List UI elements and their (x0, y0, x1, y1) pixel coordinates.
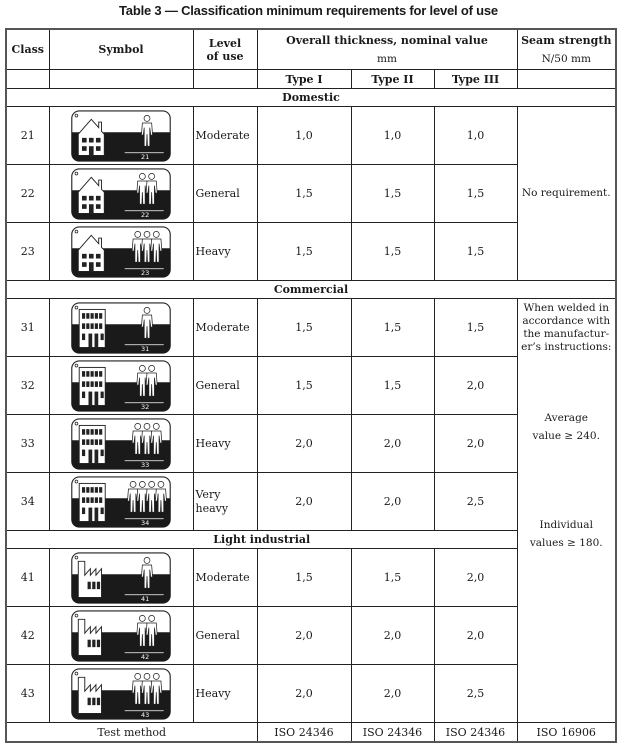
header-seam-unit: N/50 mm (541, 53, 591, 65)
header-type1: Type I (257, 70, 351, 89)
svg-text:43: 43 (141, 710, 150, 719)
type3-cell: 2,0 (434, 415, 517, 473)
svg-text:23: 23 (141, 268, 150, 277)
seam-no-requirement: No requirement. (517, 107, 616, 281)
symbol-cell (49, 357, 193, 415)
type3-cell: 1,5 (434, 299, 517, 357)
level-label: Heavy (195, 686, 231, 700)
level-cell (193, 357, 257, 415)
subheader-empty (193, 70, 257, 89)
type1-cell: 2,0 (257, 665, 351, 723)
type3-cell: 1,0 (434, 107, 517, 165)
level-cell (193, 473, 257, 531)
factory-people-symbol-icon (50, 610, 193, 662)
level-label: Heavy (195, 436, 231, 450)
header-level (193, 29, 257, 70)
house-people-symbol-icon (50, 168, 193, 220)
level-label: General (195, 628, 240, 642)
header-level-label: Level of use (206, 36, 244, 63)
header-symbol: Symbol (49, 29, 193, 70)
level-cell (193, 165, 257, 223)
level-label: Moderate (195, 128, 250, 142)
symbol-cell (49, 607, 193, 665)
footer-row (6, 723, 616, 743)
header-thickness (257, 29, 517, 70)
svg-text:34: 34 (141, 518, 150, 527)
type3-cell: 2,0 (434, 607, 517, 665)
svg-text:32: 32 (141, 402, 150, 411)
type3-cell: 2,0 (434, 549, 517, 607)
table-row (6, 107, 616, 165)
type2-cell: 1,5 (351, 357, 434, 415)
group-label: Commercial (6, 281, 616, 299)
header-thickness-unit: mm (377, 53, 397, 65)
svg-text:33: 33 (141, 460, 150, 469)
subheader-empty (49, 70, 193, 89)
svg-text:41: 41 (141, 594, 150, 603)
group-label: Domestic (6, 89, 616, 107)
class-cell: 41 (6, 549, 49, 607)
class-cell: 34 (6, 473, 49, 531)
subheader-row (6, 70, 616, 89)
level-cell (193, 223, 257, 281)
header-row (6, 29, 616, 70)
house-people-symbol-icon (50, 226, 193, 278)
seam-individual-label: Individual (539, 519, 593, 531)
type3-cell: 2,5 (434, 473, 517, 531)
footer-label: Test method (6, 723, 257, 743)
footer-type2: ISO 24346 (351, 723, 434, 743)
type1-cell: 1,5 (257, 357, 351, 415)
footer-type1: ISO 24346 (257, 723, 351, 743)
type2-cell: 1,5 (351, 549, 434, 607)
table-body (6, 89, 616, 723)
class-cell: 31 (6, 299, 49, 357)
header-type3: Type III (434, 70, 517, 89)
class-cell: 33 (6, 415, 49, 473)
footer-seam: ISO 16906 (517, 723, 616, 743)
level-cell (193, 665, 257, 723)
type2-cell: 2,0 (351, 665, 434, 723)
seam-average-label: Average (544, 412, 589, 424)
type3-cell: 1,5 (434, 223, 517, 281)
header-seam-label: Seam strength (521, 34, 612, 47)
type1-cell: 1,5 (257, 549, 351, 607)
seam-individual-value: values ≥ 180. (529, 537, 603, 549)
level-label: Moderate (195, 320, 250, 334)
level-cell (193, 415, 257, 473)
factory-people-symbol-icon (50, 552, 193, 604)
seam-intro: When welded in accordance with the manufactur-er’s instructions: (521, 302, 612, 353)
symbol-cell (49, 665, 193, 723)
subheader-empty (517, 70, 616, 89)
factory-people-symbol-icon (50, 668, 193, 720)
symbol-cell (49, 165, 193, 223)
level-label: Heavy (195, 244, 231, 258)
subheader-empty (6, 70, 49, 89)
seam-average-value: value ≥ 240. (532, 430, 600, 442)
type2-cell: 2,0 (351, 607, 434, 665)
type1-cell: 1,5 (257, 299, 351, 357)
header-type2: Type II (351, 70, 434, 89)
footer-type3: ISO 24346 (434, 723, 517, 743)
type3-cell: 1,5 (434, 165, 517, 223)
house-people-symbol-icon (50, 110, 193, 162)
symbol-cell (49, 549, 193, 607)
office-people-symbol-icon (50, 476, 193, 528)
class-cell: 32 (6, 357, 49, 415)
svg-text:21: 21 (141, 152, 150, 161)
level-label: Very heavy (195, 487, 229, 515)
type2-cell: 1,5 (351, 223, 434, 281)
type1-cell: 1,5 (257, 223, 351, 281)
symbol-cell (49, 473, 193, 531)
type1-cell: 2,0 (257, 473, 351, 531)
header-thickness-label: Overall thickness, nominal value (286, 34, 488, 47)
level-label: Moderate (195, 570, 250, 584)
type2-cell: 1,0 (351, 107, 434, 165)
svg-text:22: 22 (141, 210, 150, 219)
level-cell (193, 299, 257, 357)
type2-cell: 2,0 (351, 473, 434, 531)
office-people-symbol-icon (50, 360, 193, 412)
table-title: Table 3 — Classification minimum requirements for level of use (119, 3, 498, 18)
level-label: General (195, 378, 240, 392)
symbol-cell (49, 223, 193, 281)
header-seam (517, 29, 616, 70)
office-people-symbol-icon (50, 418, 193, 470)
level-label: General (195, 186, 240, 200)
header-class: Class (6, 29, 49, 70)
symbol-cell (49, 107, 193, 165)
group-row-commercial (6, 281, 616, 299)
type2-cell: 2,0 (351, 415, 434, 473)
type1-cell: 1,5 (257, 165, 351, 223)
svg-text:31: 31 (141, 344, 150, 353)
type3-cell: 2,5 (434, 665, 517, 723)
table-row (6, 299, 616, 357)
class-cell: 23 (6, 223, 49, 281)
type1-cell: 2,0 (257, 607, 351, 665)
level-cell (193, 107, 257, 165)
classification-table (5, 28, 617, 743)
type3-cell: 2,0 (434, 357, 517, 415)
symbol-cell (49, 415, 193, 473)
level-cell (193, 607, 257, 665)
class-cell: 43 (6, 665, 49, 723)
office-people-symbol-icon (50, 302, 193, 354)
level-cell (193, 549, 257, 607)
type2-cell: 1,5 (351, 299, 434, 357)
group-label: Light industrial (6, 531, 517, 549)
type2-cell: 1,5 (351, 165, 434, 223)
class-cell: 21 (6, 107, 49, 165)
group-row-domestic (6, 89, 616, 107)
svg-text:42: 42 (141, 652, 150, 661)
seam-welded-requirements (517, 299, 616, 723)
type1-cell: 1,0 (257, 107, 351, 165)
class-cell: 42 (6, 607, 49, 665)
symbol-cell (49, 299, 193, 357)
class-cell: 22 (6, 165, 49, 223)
type1-cell: 2,0 (257, 415, 351, 473)
